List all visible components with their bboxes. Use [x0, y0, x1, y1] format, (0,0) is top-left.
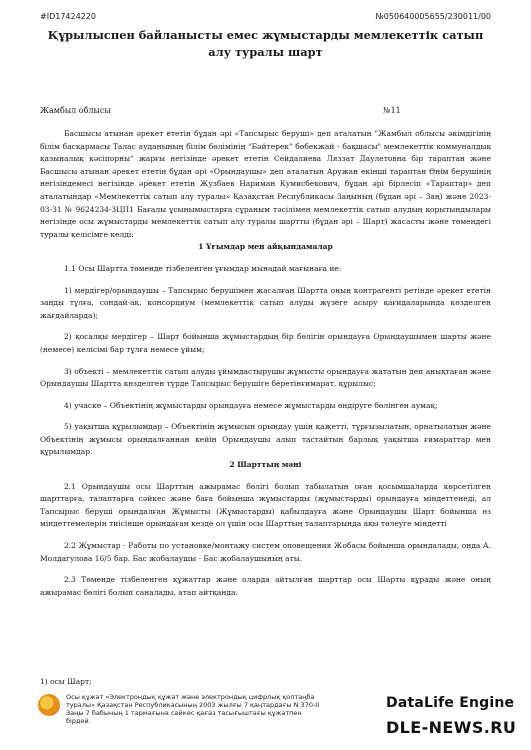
document-body: [40, 128, 491, 599]
definition-5: 5) уақытша құрылымдар – Объектінің жұмысын орындау үшін қажетті, тұрғызылатын, орнатылатын және Объектінің жұмысы орындалғаннан кейін Орындаушы алып тастайтын барлық уақытша ғимараттар мен құрылымдар.: [40, 422, 491, 457]
document-title: Құрылыспен байланысты емес жұмыстарды мемлекеттік сатып алу туралы шарт: [47, 28, 484, 59]
definition-3: 3) объекті – мемлекеттік сатып алуды ұйымдастырушы жұмысты орындауға жататын деп анықтаған және Орындаушы Шартта көзделген түрде Тапсырыс берушіге беретінғимарат, құрылыс;: [40, 366, 491, 389]
section-heading-2: 2 Шарттың мәні: [229, 460, 302, 470]
e-signature-stamp-icon: [38, 694, 60, 716]
contract-number: №11: [383, 106, 401, 115]
definition-1: 1) мердігер/орындаушы – Тапсырыс берушімен жасалған Шартта оның контрагенті ретінде әрекет ететін заңды тұлға, сондай-ақ, консорциум (мемлекеттік сатып алуды жүзеге асыру қағидаларында көзделген жағдайларда);: [40, 285, 491, 320]
document-registry-number: №050640005655/230011/00: [375, 12, 491, 21]
paragraph-2-2: 2.2 Жұмыстар - Работы по установке/монтажу систем оповещения Жобасы бойынша орындалады, онда А. Молдагулова 16/5 бар. Бас жобалаушы - Бас жобалаушының аты.: [40, 541, 491, 563]
intro-paragraph: Басшысы атынан әрекет ететін бұдан әрі «Тапсырыс беруші» деп аталатын "Жамбыл облысы әкімдігінің білім басқармасы Талас ауданының білім бөлімінің "Бәйтерек" бөбекжай - бақшасы" мемлекеттік коммуналдық қазыналық кәсіпорны" жарғы негізінде әрекет ететін Сейдалиева Ляззат Даулетовна бір тараптан және Басшысы атынан әрекет ететін бұдан әрі «Орындаушы» деп аталатын Аружан екінші тараптан Өнім берушінің негізіндемесі негізінде әрекет ететін Жузбаев Нариман Кумисбекович, бұдан әрі бірлесіп «Тараптар» деп аталатындар «Мемлекеттік сатып алу туралы» Қазақстан Республикасы Заңының (бұдан әрі – Заң) және 2023-03-31 № 9624234-ЗЦП1 Бағалы ұсынымыстарға сұраным тәсілімен мемлекеттік сатып алудың қорытындылары негізінде осы жұмыстарды мемлекеттік сатып алу туралы шартты (бұдан әрі – Шарт) жасасты және төмендегі туралы келісімге келді:: [40, 129, 491, 239]
watermark-dle-news: DLE-NEWS.RU: [386, 718, 517, 737]
definition-2: 2) қосалқы мердігер – Шарт бойынша жұмыстардың бір бөлігін орындауға Орындаушымен шарты және (немесе) келісімі бар тұлға немесе ұйым;: [40, 332, 491, 354]
paragraph-2-3-1: 1) осы Шарт;: [40, 677, 92, 686]
document-id: #ID17424220: [40, 12, 96, 21]
paragraph-1-1: 1.1 Осы Шартта төменде тізбеленген ұғымдар мынадай мағынаға ие:: [64, 263, 342, 273]
paragraph-2-1: 2.1 Орындаушы осы Шарттың ажырамас бөлігі болып табылатын оған қосымшаларда көрсетілген шарттарға, талаптарға сәйкес және баға бойынша жұмыстарды (жұмыстарды) орындауға міндеттенеді, ал Тапсырыс беруші орындалған Жұмысты (Жұмыстарды) қабылдауға және Орындаушы Шарт бойынша өз міндеттемелерін тиісінше орындаған кезде ол үшін осы Шарттың талаптарында ақы төлеуге міндетті: [40, 481, 491, 529]
region-label: Жамбыл облысы: [40, 106, 111, 115]
definition-4: 4) учаске – Объектінің жұмыстарды орындауға немесе жұмыстарды өндіруге бөлінген аумақ;: [64, 400, 438, 410]
paragraph-2-3: 2.3 Төменде тізбеленген құжаттар және оларда айтылған шарттар осы Шарты құрады және оның ажырамас бөлігі болып саналады, атап айтқанда:: [40, 575, 491, 597]
section-heading-1: 1 Ұғымдар мен айқындамалар: [198, 242, 333, 252]
footer: [0, 677, 531, 750]
e-signature-notice: Осы құжат «Электрондық құжат және электрондық цифрлық қолтаңба туралы» Қазақстан Республикасының 2003 жылғы 7 қаңтардағы N 370-II Заңы 7 бабының 1 тармағына сәйкес қағаз тасығыштағы құжатпен бірдей.: [66, 693, 320, 725]
watermark-datalife-engine: DataLife Engine: [386, 695, 515, 711]
